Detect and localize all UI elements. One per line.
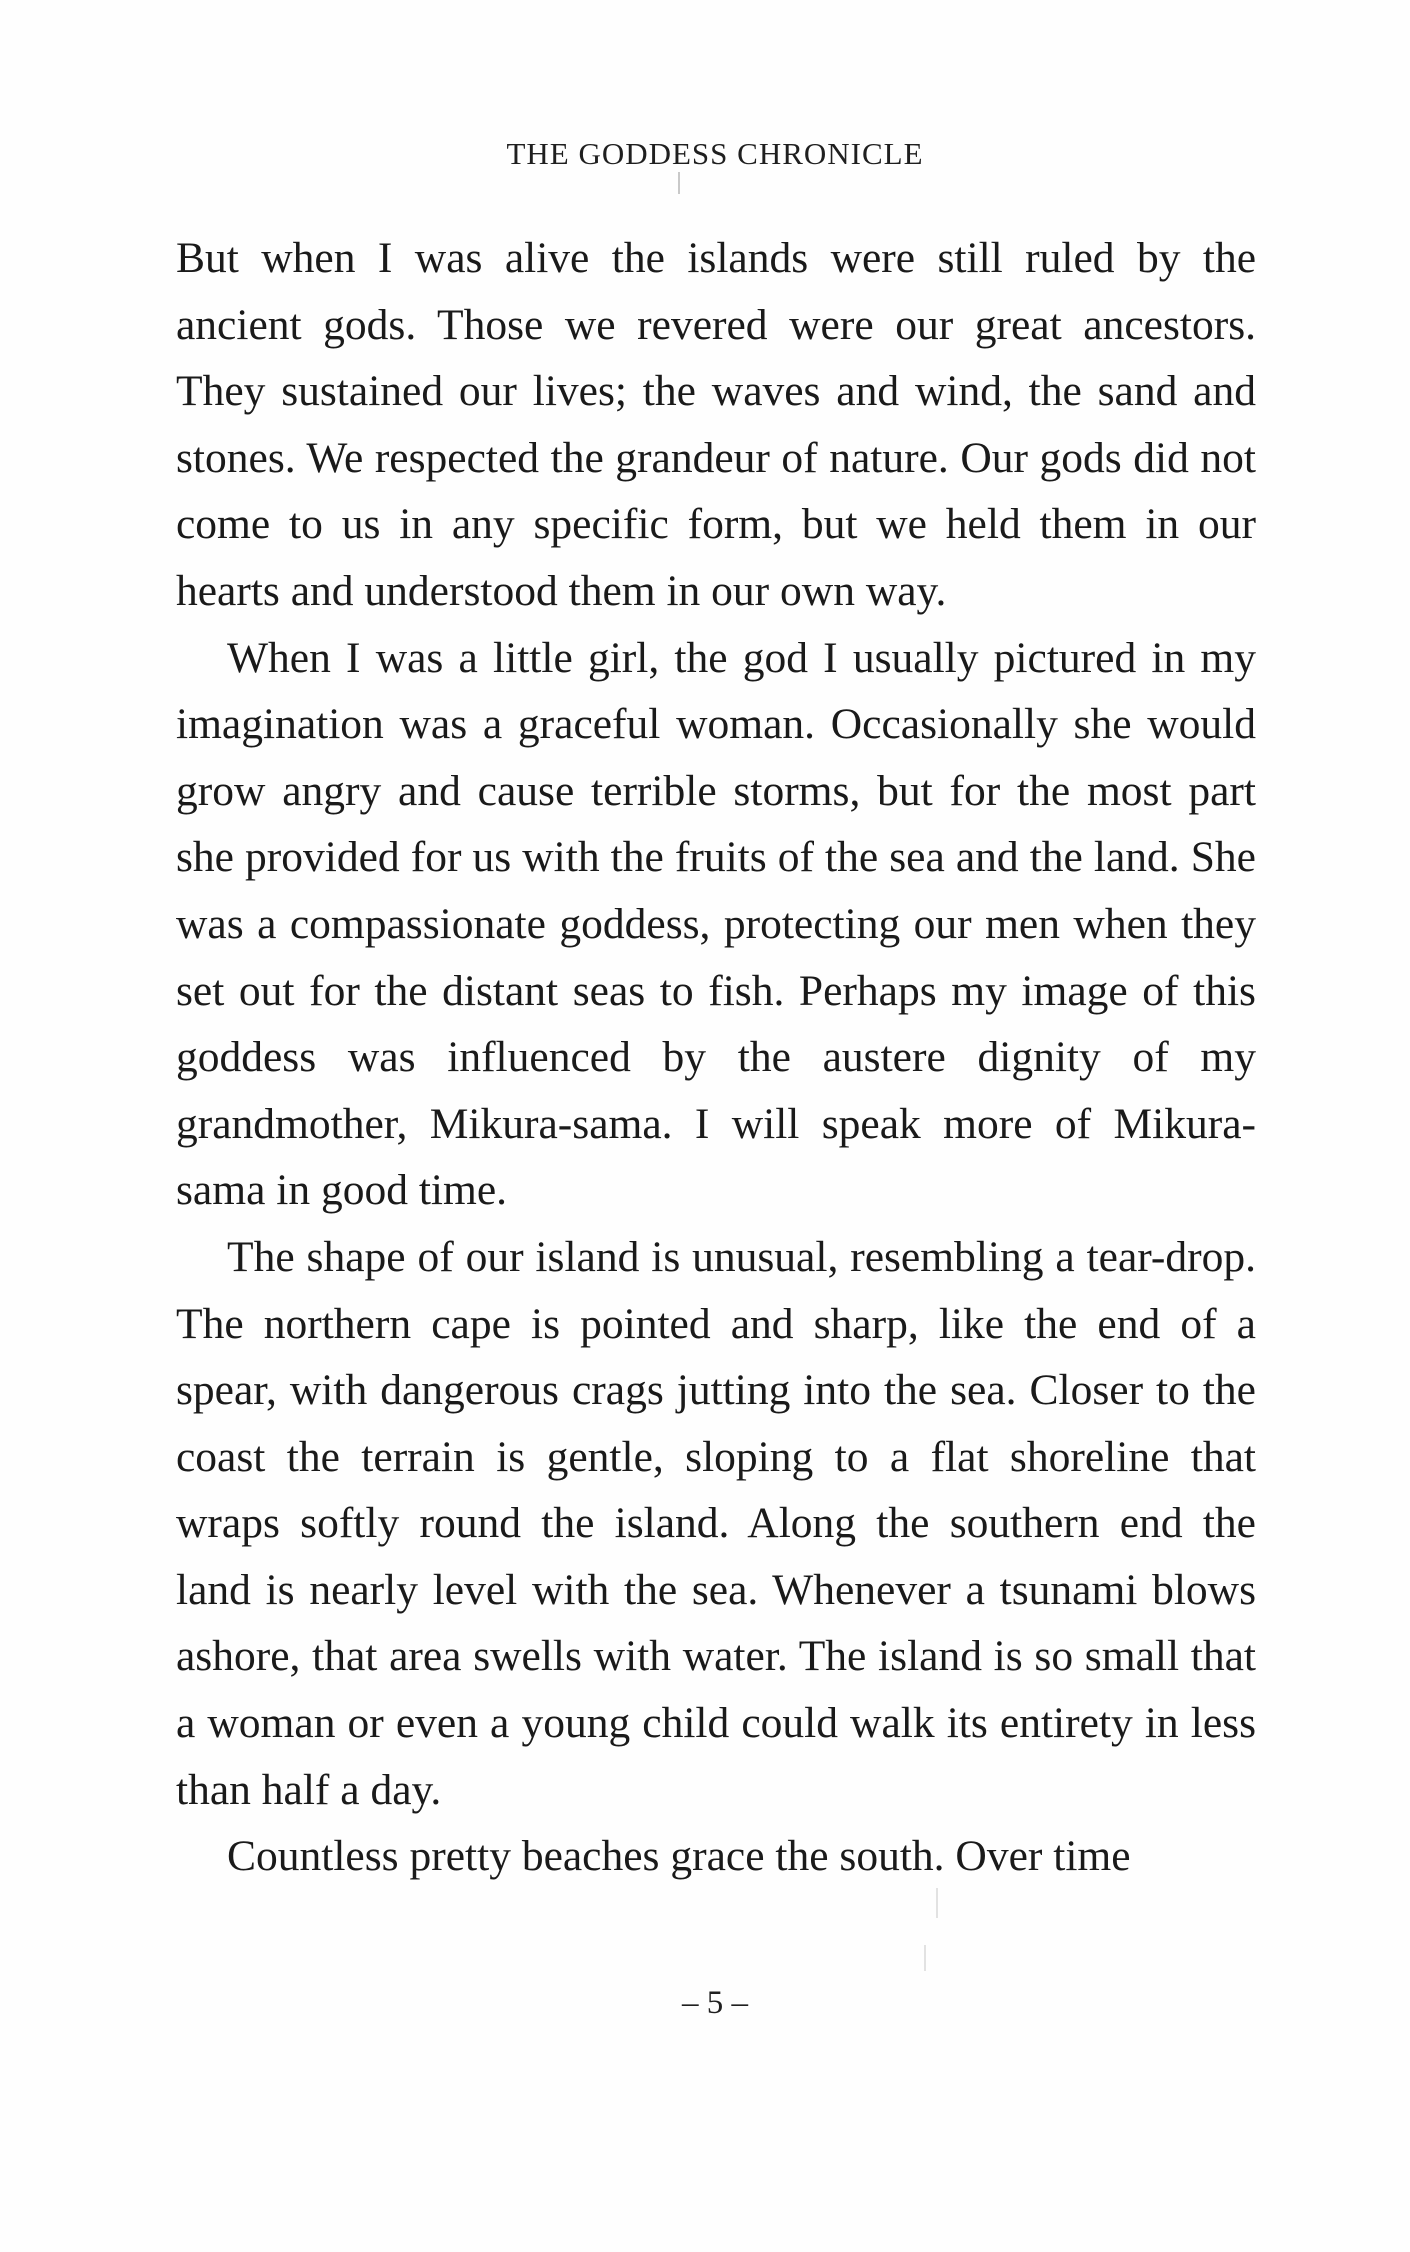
paragraph-2: When I was a little girl, the god I usually pictured in my imagination was a graceful woman. Occasionally she would grow angry and cause terrible storms, but for the most part she provided for us with the fruits of the sea and the land. She was a compassionate goddess, protecting our men when they set out for the distant seas to fish. Perhaps my image of this goddess was influenced by the austere dignity of my grandmother, Mikura-sama. I will speak more of Mikura-sama in good time. <box>176 633 1256 1215</box>
paragraph-1: But when I was alive the islands were still ruled by the ancient gods. Those we revered were our great ancestors. They sustained our lives; the waves and wind, the sand and stones. We respected the grandeur of nature. Our gods did not come to us in any specific form, but we held them in our hearts and understood them in our own way. <box>176 234 1256 615</box>
body-text <box>176 225 1256 1890</box>
scan-mark <box>924 1945 926 1971</box>
running-head: THE GODDESS CHRONICLE <box>506 136 924 171</box>
scan-mark <box>936 1888 938 1918</box>
paragraph-3: The shape of our island is unusual, resembling a tear-drop. The northern cape is pointed and sharp, like the end of a spear, with dangerous crags jutting into the sea. Closer to the coast the terrain is gentle, sloping to a flat shoreline that wraps softly round the island. Along the southern end the land is nearly level with the sea. Whenever a tsunami blows ashore, that area swells with water. The island is so small that a woman or even a young child could walk its entirety in less than half a day. <box>176 1232 1256 1814</box>
paragraph-4: Countless pretty beaches grace the south. Over time <box>227 1832 1131 1881</box>
page-number: – 5 – <box>682 1985 748 2021</box>
scan-mark <box>678 172 680 194</box>
